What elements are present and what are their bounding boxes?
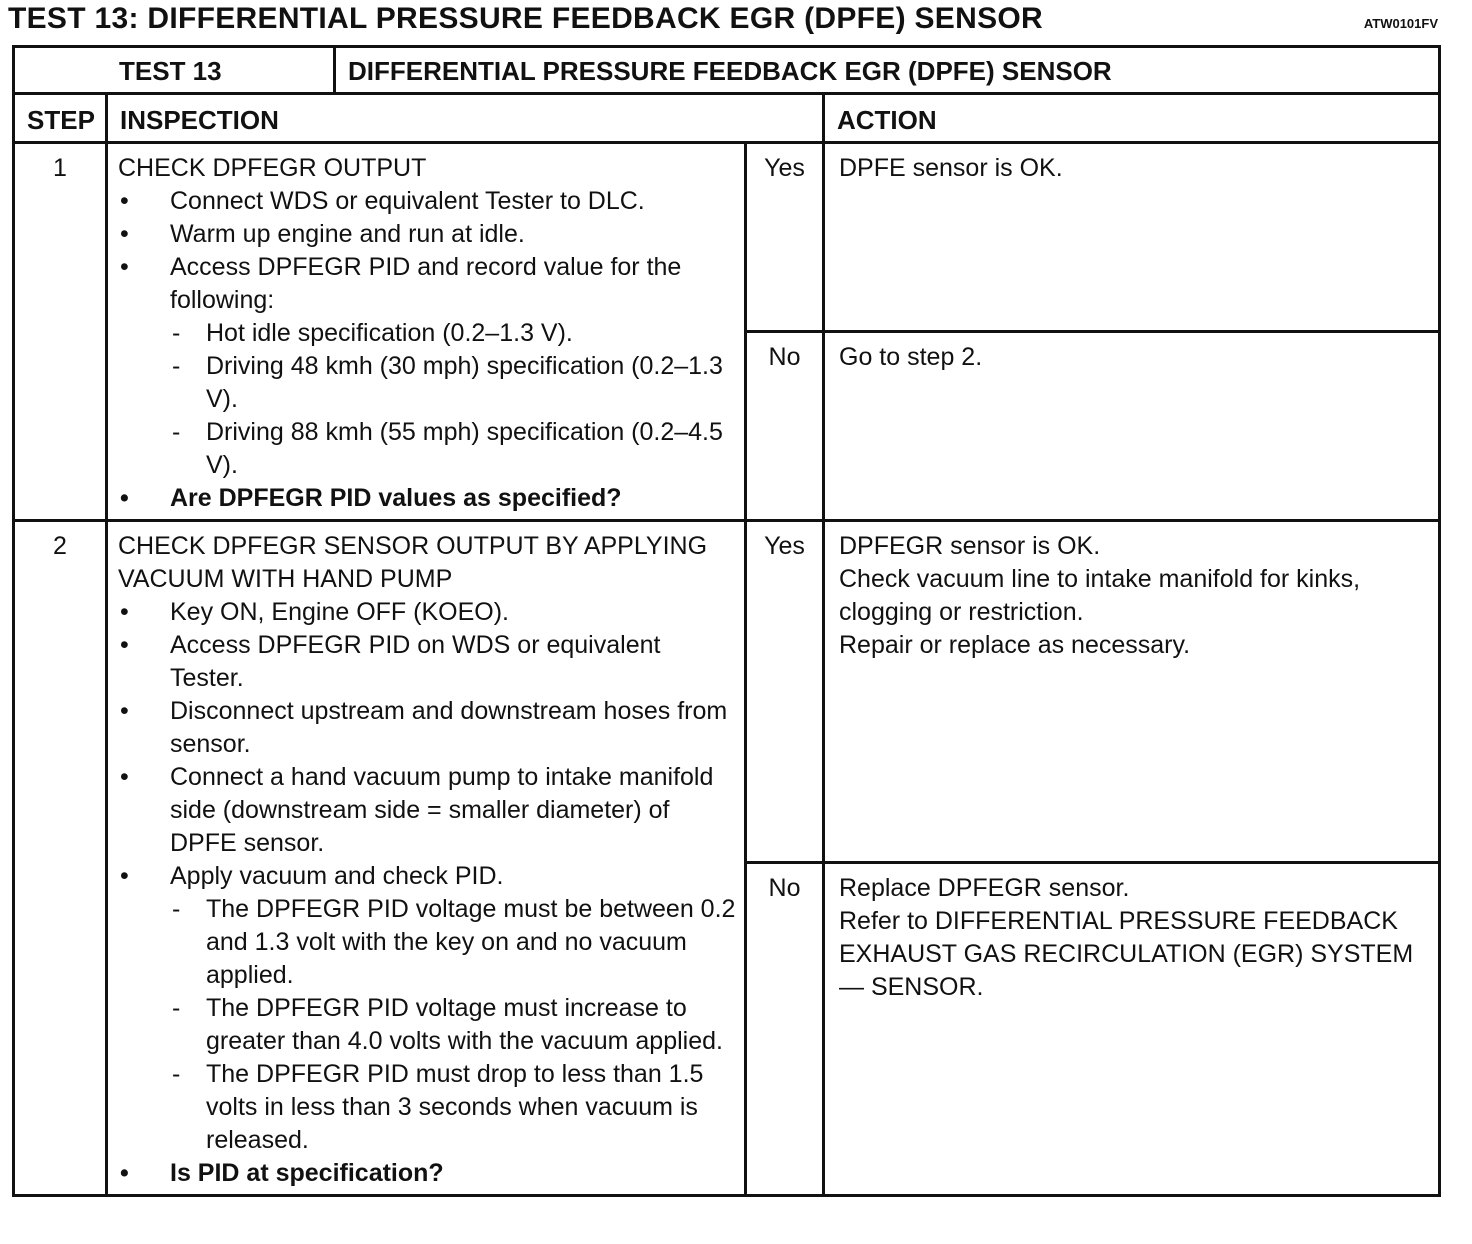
list-item: • Warm up engine and run at idle.: [120, 220, 525, 248]
step-2-yes-label: Yes: [746, 521, 824, 863]
step-2-row-yes: [14, 521, 1440, 863]
column-header-step: STEP: [14, 94, 107, 143]
list-item: • Disconnect upstream and downstream hoses from sensor.: [120, 697, 728, 758]
sub-list-item: - Hot idle specification (0.2–1.3 V).: [172, 319, 573, 347]
step-1-number: 1: [14, 143, 107, 521]
list-item: • Key ON, Engine OFF (KOEO).: [120, 598, 509, 626]
step-2-no-label: No: [746, 863, 824, 1196]
column-header-inspection: INSPECTION: [107, 94, 824, 143]
step-2-no-action: Replace DPFEGR sensor. Refer to DIFFERENTIAL PRESSURE FEEDBACK EXHAUST GAS RECIRCULATION (EGR) SYSTEM — SENSOR.: [824, 863, 1440, 1196]
list-item: • Connect a hand vacuum pump to intake manifold side (downstream side = smaller diameter) of DPFE sensor.: [120, 763, 714, 857]
step-1-heading: CHECK DPFEGR OUTPUT: [118, 154, 427, 182]
step-2-question: • Is PID at specification?: [120, 1159, 444, 1187]
sub-list-item: - The DPFEGR PID must drop to less than 1.5 volts in less than 3 seconds when vacuum is released.: [172, 1060, 704, 1154]
step-1-yes-action: DPFE sensor is OK.: [824, 143, 1440, 332]
step-1-row-yes: [14, 143, 1440, 332]
step-1-yes-label: Yes: [746, 143, 824, 332]
page-title: TEST 13: DIFFERENTIAL PRESSURE FEEDBACK EGR (DPFE) SENSOR: [8, 2, 1043, 35]
diagnostic-table: [12, 45, 1441, 1197]
step-2-inspection: [107, 521, 746, 1196]
list-item: • Apply vacuum and check PID.: [120, 862, 504, 890]
sub-list-item: - Driving 48 kmh (30 mph) specification (0.2–1.3 V).: [172, 352, 723, 413]
step-1-no-label: No: [746, 332, 824, 521]
list-item: • Connect WDS or equivalent Tester to DLC.: [120, 187, 645, 215]
sub-list-item: - Driving 88 kmh (55 mph) specification (0.2–4.5 V).: [172, 418, 723, 479]
list-item: • Access DPFEGR PID and record value for the following:: [120, 253, 682, 314]
list-item: • Access DPFEGR PID on WDS or equivalent Tester.: [120, 631, 661, 692]
column-header-row: [14, 94, 1440, 143]
step-1-question: • Are DPFEGR PID values as specified?: [120, 484, 622, 512]
column-header-action: ACTION: [824, 94, 1440, 143]
step-1-inspection: [107, 143, 746, 521]
test-label: TEST 13: [14, 47, 335, 94]
sub-list-item: - The DPFEGR PID voltage must be between 0.2 and 1.3 volt with the key on and no vacuum applied.: [172, 895, 736, 989]
step-2-yes-action: DPFEGR sensor is OK. Check vacuum line to intake manifold for kinks, clogging or restriction. Repair or replace as necessary.: [824, 521, 1440, 863]
document-code: ATW0101FV: [1363, 16, 1438, 31]
sub-list-item: - The DPFEGR PID voltage must increase to greater than 4.0 volts with the vacuum applied.: [172, 994, 723, 1055]
test-name: DIFFERENTIAL PRESSURE FEEDBACK EGR (DPFE) SENSOR: [335, 47, 1440, 94]
test-header-row: [14, 47, 1440, 94]
step-1-no-action: Go to step 2.: [824, 332, 1440, 521]
step-2-heading: CHECK DPFEGR SENSOR OUTPUT BY APPLYING VACUUM WITH HAND PUMP: [118, 532, 708, 593]
step-2-number: 2: [14, 521, 107, 1196]
